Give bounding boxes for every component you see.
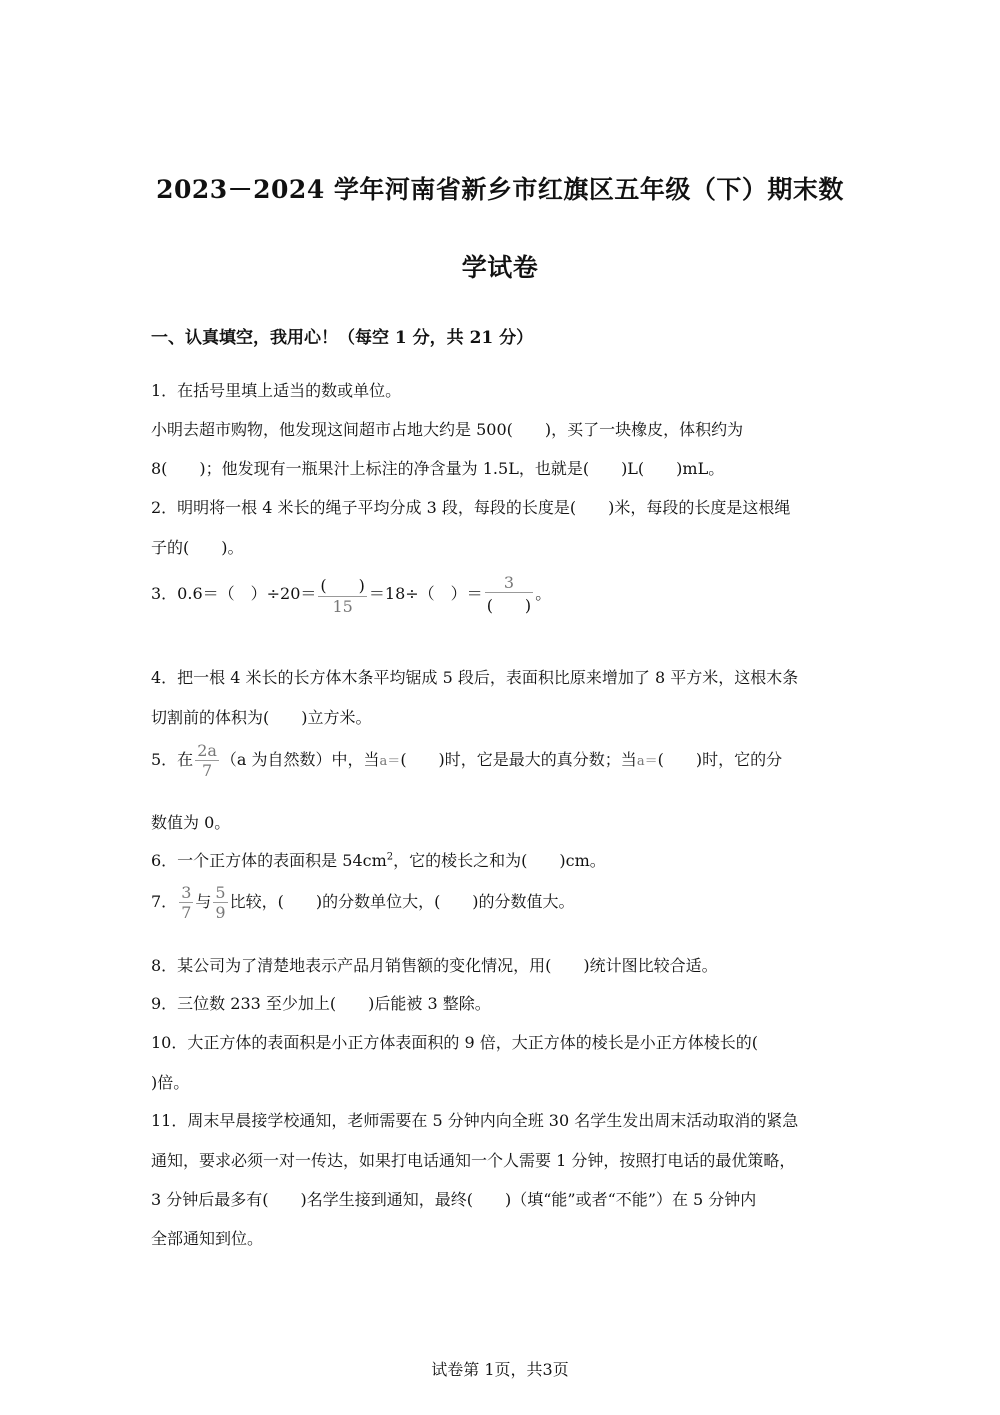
title-line-1: 2023－2024 学年河南省新乡市红旗区五年级（下）期末数 xyxy=(156,175,844,204)
q7-fraction-1-denominator: 7 xyxy=(181,903,192,922)
title-line-2: 学试卷 xyxy=(461,253,539,282)
q5-fraction-numerator: 2a xyxy=(197,741,217,760)
question-3 xyxy=(151,573,551,616)
q7-fraction-2-denominator: 9 xyxy=(215,903,226,922)
q7-fraction-1-numerator: 3 xyxy=(181,883,192,902)
question-11-line-1: 11．周末早晨接学校通知，老师需要在 5 分钟内向全班 30 名学生发出周末活动取消的紧急 xyxy=(151,1111,799,1130)
q3-fraction-2 xyxy=(485,573,534,616)
q6-text-1: 6．一个正方体的表面积是 54cm xyxy=(151,851,387,870)
q5-text-4: ( )时，它的分 xyxy=(657,750,783,769)
question-8: 8．某公司为了清楚地表示产品月销售额的变化情况，用( )统计图比较合适。 xyxy=(151,956,718,975)
q5-a-equals-1: a＝ xyxy=(379,754,401,769)
q7-fraction-2-numerator: 5 xyxy=(215,883,226,902)
q6-text-2: ，它的棱长之和为( )cm。 xyxy=(393,851,606,870)
q3-fraction-1-numerator: ( ) xyxy=(318,573,367,597)
question-1-line-2: 小明去超市购物，他发现这间超市占地大约是 500( )，买了一块橡皮，体积约为 xyxy=(151,420,744,439)
question-4-line-1: 4．把一根 4 米长的长方体木条平均锯成 5 段后，表面积比原来增加了 8 平方米，这根木条 xyxy=(151,668,799,687)
question-6 xyxy=(151,848,606,871)
q5-text-2: （a 为自然数）中，当 xyxy=(220,750,380,769)
question-10-line-2: )倍。 xyxy=(151,1073,190,1092)
q6-superscript: 2 xyxy=(386,851,394,863)
q3-text-2: ＝18÷（ ）＝ xyxy=(368,584,483,603)
q3-fraction-2-denominator: ( ) xyxy=(486,596,532,615)
q5-a-equals-2: a＝ xyxy=(636,754,658,769)
q3-fraction-1 xyxy=(318,573,367,616)
question-11-line-2: 通知，要求必须一对一传达，如果打电话通知一个人需要 1 分钟，按照打电话的最优策略， xyxy=(151,1151,796,1170)
question-11-line-3: 3 分钟后最多有( )名学生接到通知，最终( )（填“能”或者“不能”）在 5 分钟内 xyxy=(151,1190,757,1209)
q3-fraction-2-numerator: 3 xyxy=(485,573,534,593)
question-9: 9．三位数 233 至少加上( )后能被 3 整除。 xyxy=(151,994,491,1013)
q5-text-3: ( )时，它是最大的真分数；当 xyxy=(400,750,637,769)
section-1-heading: 一、认真填空，我用心！（每空 1 分，共 21 分） xyxy=(151,328,534,348)
q5-fraction-denominator: 7 xyxy=(201,761,213,780)
q7-fraction-1 xyxy=(179,883,193,922)
question-2-line-2: 子的( )。 xyxy=(151,538,244,557)
question-5-line-1 xyxy=(151,741,782,780)
question-11-line-4: 全部通知到位。 xyxy=(151,1229,264,1248)
q7-text-2: 与 xyxy=(195,892,212,911)
question-4-line-2: 切割前的体积为( )立方米。 xyxy=(151,708,372,727)
q7-fraction-2 xyxy=(213,883,227,922)
q3-text-1: 3．0.6＝（ ）÷20＝ xyxy=(151,584,317,603)
page-footer: 试卷第 1页，共3页 xyxy=(431,1360,569,1379)
q5-text-1: 5．在 xyxy=(151,750,194,769)
question-2-line-1: 2．明明将一根 4 米长的绳子平均分成 3 段，每段的长度是( )米，每段的长度是这根绳 xyxy=(151,498,791,517)
question-7 xyxy=(151,883,575,922)
question-10-line-1: 10．大正方体的表面积是小正方体表面积的 9 倍，大正方体的棱长是小正方体棱长的( xyxy=(151,1033,758,1052)
q5-fraction xyxy=(195,741,219,780)
q7-text-1: 7． xyxy=(151,892,178,911)
q3-text-3: 。 xyxy=(535,584,552,603)
question-1-line-1: 1．在括号里填上适当的数或单位。 xyxy=(151,381,402,400)
question-1-line-3: 8( )；他发现有一瓶果汁上标注的净含量为 1.5L，也就是( )L( )mL。 xyxy=(151,459,725,478)
q7-text-3: 比较，( )的分数单位大，( )的分数值大。 xyxy=(229,892,575,911)
question-5-line-2: 数值为 0。 xyxy=(151,813,231,832)
q3-fraction-1-denominator: 15 xyxy=(332,597,353,616)
